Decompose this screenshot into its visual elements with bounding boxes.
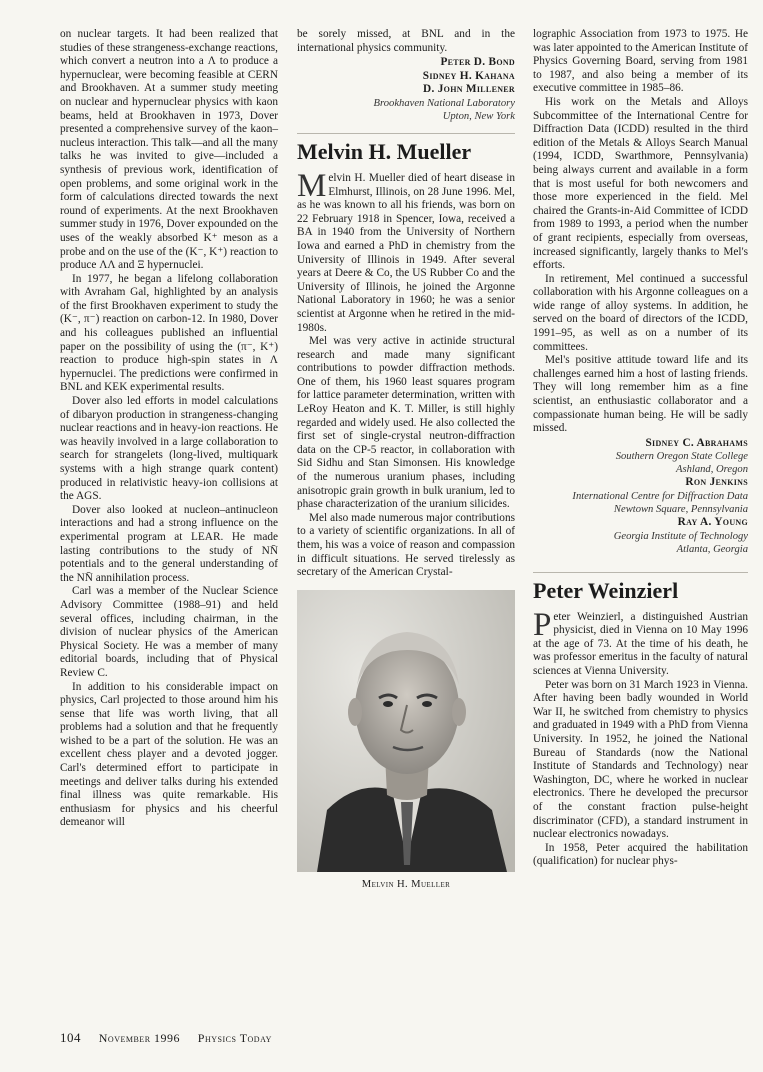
signer-affiliation: International Centre for Diffraction Data <box>572 491 748 502</box>
column-1 <box>60 28 278 830</box>
obituary-heading-weinzierl: Peter Weinzierl <box>533 577 679 603</box>
paragraph: Dover also led efforts in model calculations of dibaryon production in strangeness-changing nuclear reactions and in heavy-ion reactions. He was heavily involved in a large collaboration to search for strangelets (long-lived, multiquark systems with a high strange quark content) produced in relativistic heavy-ion collisions at the AGS. <box>60 395 279 503</box>
paragraph <box>533 28 748 96</box>
paragraph <box>297 167 515 335</box>
obituary-heading-mueller: Melvin H. Mueller <box>297 138 472 164</box>
signer-location: Upton, New York <box>442 110 515 122</box>
signer-name: Ron Jenkins <box>685 476 748 489</box>
column-3 <box>533 28 748 869</box>
paragraph: Mel also made numerous major contributions to a variety of scientific organizations. In all of them, his was a voice of reason and compassion in difficult situations. He served tirelessly as secretary of the American Crystal- <box>297 511 515 579</box>
signer-affiliation: Southern Oregon State College <box>615 451 748 463</box>
paragraph <box>533 606 748 679</box>
section-divider <box>297 133 515 134</box>
column-2 <box>297 28 515 891</box>
paragraph: be sorely missed, at BNL and in the international physics community. <box>297 28 515 54</box>
section-divider <box>533 572 748 573</box>
paragraph: In 1958, Peter acquired the habilitation (qualification) for nuclear phys- <box>533 841 748 868</box>
paragraph: Mel was very active in actinide structural research and made many significant contributions to powder diffraction methods. One of them, his 1960 least squares program for lattice parameter determination, written with LeRoy Heaton and K. T. Miller, is still highly regarded and widely used. He also collected the first set of single-crystal neutron-diffraction data on the CP-5 reactor, in collaboration with Sid Sidhu and Stan Simonsen. His knowledge of the numerous uranium phases, including anisotropic grain growth in bulk uranium, led to phase characterization of the uranium silicides. <box>297 335 515 511</box>
signer-name: D. John Millener <box>423 83 515 96</box>
paragraph: Mel's positive attitude toward life and its challenges earned him a host of lasting friends. They will long remember him as a fine scientist, an enthusiastic collaborator and a compassionate human being. He will be sadly missed. <box>533 354 748 435</box>
paragraph: Dover also looked at nucleon–antinucleon interactions and had a strong influence on the experimental program at LEAR. He made lasting contributions to the study of NN̄ potentials and to the general understanding of the NN̄ annihilation process. <box>60 503 278 584</box>
signature-block-mueller <box>533 437 748 556</box>
drop-cap: M <box>297 167 327 204</box>
signer-affiliation: Georgia Institute of Technology <box>613 530 748 542</box>
magazine-name: Physics Today <box>197 1031 272 1045</box>
photo-caption: Melvin H. Mueller <box>361 878 451 890</box>
paragraph: In addition to his considerable impact on physics, Carl projected to those around him his sense that life was worth living, that all problems had a solution and that he frequently wished to be a part of the solution. He was an excellent chess player and a devoted jogger. Carl's determined effort to participate in meetings and deliver talks during his extended final illness was quite remarkable. His enthusiasm for physics and his cheerful demeanor will <box>60 680 278 829</box>
signer-name: Sidney C. Abrahams <box>645 436 748 449</box>
paragraph: His work on the Metals and Alloys Subcommittee of the International Centre for Diffraction Data (ICDD) resulted in the third edition of the Metals & Alloys Search Manual (1994, ICDD, Swarthmore, Pennsylvania) being always current and available in a form that is most useful for both newcomers and those more experienced in the field. Mel chaired the Grants-in-Aid Committee of ICDD from 1989 to 1993, a period when the number of grant recipients, especially from overseas, increased significantly, largely thanks to Mel's efforts. <box>533 95 748 272</box>
portrait-photo <box>297 590 515 872</box>
paragraph: Carl was a member of the Nuclear Science Advisory Committee (1988–91) and held several offices, including chairman, in the division of nuclear physics of the American Physical Society. He was a member of many editorial boards, including that of Physical Review C. <box>60 585 278 679</box>
portrait-image <box>297 590 515 872</box>
page-number: 104 <box>60 1030 81 1045</box>
signer-name: Peter D. Bond <box>440 56 515 69</box>
signer-affiliation: Brookhaven National Laboratory <box>373 97 515 109</box>
signer-name: Ray A. Young <box>677 516 748 528</box>
paragraph: Peter was born on 31 March 1923 in Vienna. After having been badly wounded in World War II, he switched from chemistry to physics and graduated in 1949 with a PhD from Vienna University. In 1952, he joined the National Bureau of Standards (now the National Institute of Standards and Technology) near Washington, DC, where he worked in nuclear electronics. There he developed the precursor of the constant fraction pulse-height discriminator (CFD), a standard instrument in nuclear electronics nowadays. <box>533 678 748 841</box>
paragraph-text: eter Weinzierl, a distinguished Austrian physicist, died in Vienna on 10 May 1996 at the age of 73. At the time of his death, he was professor emeritus in the faculty of natural sciences at Vienna University. <box>533 610 748 677</box>
signer-name: Sidney H. Kahana <box>422 69 515 82</box>
signer-location: Newtown Square, Pennsylvania <box>613 504 748 515</box>
paragraph-text: lographic Association from 1973 to 1975. He was later appointed to the American Institute of Physics Governing Board, serving from 1981 to 1987, and also being a member of its executive committee in 1985–86. <box>533 28 748 95</box>
signer-location: Ashland, Oregon <box>676 464 748 476</box>
signature-block-dover <box>297 56 515 123</box>
page-footer <box>60 1030 286 1046</box>
paragraph: In retirement, Mel continued a successful collaboration with his Argonne colleagues on a wide range of alloy systems. In addition, he served on the board of directors of the ICDD, 1991–95, as well as on a number of its committees. <box>533 272 748 353</box>
paragraph: In 1977, he began a lifelong collaboration with Avraham Gal, highlighted by an analysis of the first Brookhaven experiment to study the (K⁻, π⁻) reaction on carbon-12. In 1980, Dover and his colleagues published an influential paper on the possibility of using the (π⁻, K⁺) reaction to produce high-spin states in Λ hypernuclei. The predictions were confirmed in BNL and KEK experimental results. <box>60 272 278 394</box>
drop-cap: P <box>533 606 552 643</box>
signer-location: Atlanta, Georgia <box>676 543 748 555</box>
paragraph: on nuclear targets. It had been realized that studies of these strangeness-exchange reactions, which convert a neutron into a Λ to produce a hypernuclear, were becoming feasible at CERN and Brookhaven. At a summer study meeting on nuclear and hypernuclear physics with kaon beams, held at Brookhaven in 1973, Dover presented a comprehensive survey of the kaon–nucleus interaction. This talk—and all the many talks he was invited to give—included a synthesis of previous work, identification of open problems, and some original work in the form of calculations directed towards the next round of experiments. At the next Brookhaven summer study in 1976, Dover expounded on the uses of the weakly absorbed K⁺ meson as a probe and on the use of the (K⁻, K⁺) reaction to produce ΛΛ and Ξ hypernuclei. <box>60 28 278 272</box>
issue-date: November 1996 <box>98 1031 181 1045</box>
paragraph-text: elvin H. Mueller died of heart disease in Elmhurst, Illinois, on 28 June 1996. Mel, as he was known to all his friends, was born on 22 February 1918 in Spencer, Iowa, received a BA in 1940 from the University of Northern Iowa and earned a PhD in chemistry from the University of Illinois in 1949. After several years at Deere & Co, the US Rubber Co and the University of Illinois, he joined the Argonne National Laboratory in 1960; he was a senior scientist at Argonne when he retired in the mid-1980s. <box>297 171 515 334</box>
